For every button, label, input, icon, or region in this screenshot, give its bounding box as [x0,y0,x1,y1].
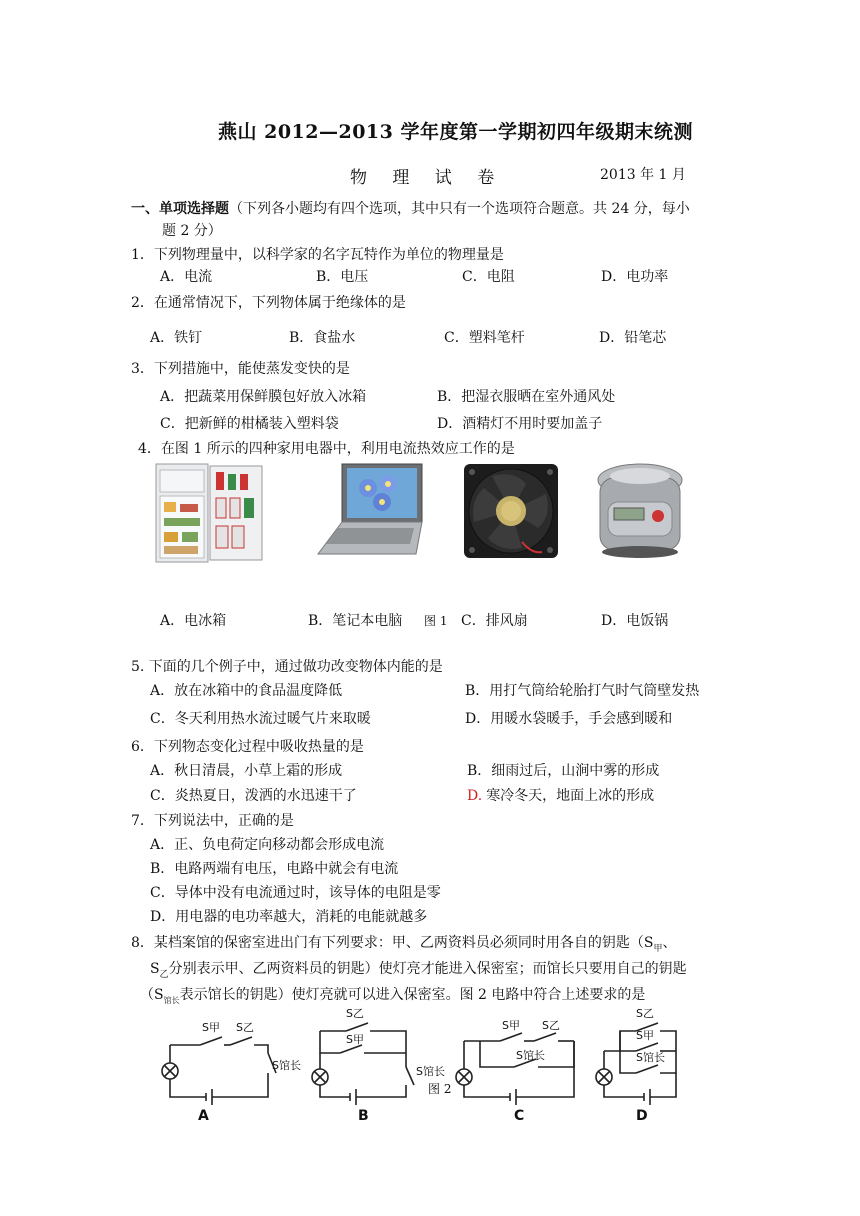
q5-option-a: A．放在冰箱中的食品温度降低 [150,683,343,699]
q7-stem: 7．下列说法中，正确的是 [131,813,294,829]
q3-option-a: A．把蔬菜用保鲜膜包好放入冰箱 [160,389,367,405]
q6-option-d [467,785,654,805]
q3-option-d: D．酒精灯不用时要加盖子 [437,416,603,432]
svg-text:S乙: S乙 [346,1007,364,1020]
laptop-image [316,462,426,562]
q8-stem-text2: 分别表示甲、乙两资料员的钥匙）使灯亮才能进入保密室；而馆长只要用自己的钥匙 [168,961,687,977]
q8-s-letter: S [150,961,160,977]
svg-text:S甲: S甲 [636,1029,654,1042]
exam-subtitle: 物 理 试 卷 [350,168,505,188]
q6-option-a: A．秋日清晨，小草上霜的形成 [150,763,343,779]
q5-stem: 5. 下面的几个例子中，通过做功改变物体内能的是 [131,659,443,675]
q6-stem: 6．下列物态变化过程中吸收热量的是 [131,739,364,755]
q7-option-b: B．电路两端有电压，电路中就会有电流 [150,861,399,877]
figure-1-label: 图 1 [424,614,448,628]
q5-option-c: C．冬天利用热水流过暖气片来取暖 [150,711,371,727]
figure-2-label: 图 2 [428,1082,452,1096]
exam-date: 2013 年 1 月 [600,167,686,183]
q6-option-d-text: 寒冷冬天，地面上冰的形成 [486,788,655,804]
q7-option-c: C．导体中没有电流通过时，该导体的电阻是零 [150,885,441,901]
q5-option-d: D．用暖水袋暖手，手会感到暖和 [465,711,673,727]
q4-stem: 4．在图 1 所示的四种家用电器中，利用电流热效应工作的是 [138,441,515,457]
q2-stem: 2．在通常情况下，下列物体属于绝缘体的是 [131,295,406,311]
svg-text:S甲: S甲 [346,1033,364,1046]
q8-stem-text3: 表示馆长的钥匙）使灯亮就可以进入保密室。图 2 电路中符合上述要求的是 [179,987,646,1003]
svg-text:S乙: S乙 [636,1007,654,1020]
q7-option-d: D．用电器的电功率越大，消耗的电能就越多 [150,909,428,925]
q8-s-letter2: （S [140,987,164,1003]
q3-stem: 3．下列措施中，能使蒸发变快的是 [131,361,350,377]
q2-option-c: C．塑料笔杆 [444,330,525,346]
q6-option-c: C．炎热夏日，泼洒的水迅速干了 [150,788,357,804]
q8-stem-text1: 8．某档案馆的保密室进出门有下列要求：甲、乙两资料员必须同时用各自的钥匙（S [131,935,654,951]
q1-option-c: C．电阻 [462,269,515,285]
svg-text:S甲: S甲 [202,1021,220,1034]
exam-title: 燕山 2012—2013 学年度第一学期初四年级期末统测 [218,121,693,143]
circuit-c-label: C [514,1108,525,1124]
q1-stem: 1．下列物理量中，以科学家的名字瓦特作为单位的物理量是 [131,247,504,263]
svg-text:S馆长: S馆长 [272,1059,301,1072]
q8-stem-line2 [150,958,687,980]
q8-stem-line3 [140,984,645,1006]
section-desc: （下列各小题均有四个选项，其中只有一个选项符合题意。共 24 分，每小 [229,201,690,217]
circuit-a [162,1037,276,1105]
q1-option-b: B．电压 [316,269,369,285]
svg-text:S甲: S甲 [502,1019,520,1032]
q6-option-b: B．细雨过后，山涧中雾的形成 [467,763,660,779]
q3-option-b: B．把湿衣服晒在室外通风处 [437,389,616,405]
svg-text:S馆长: S馆长 [516,1049,545,1062]
section-desc-cont: 题 2 分） [162,223,222,239]
q8-sub-guanzhang: 馆长 [163,995,180,1005]
q4-option-b: B．笔记本电脑 [308,613,403,629]
exhaust-fan-image [462,462,562,562]
svg-text:S馆长: S馆长 [636,1051,665,1064]
q8-sub-yi: 乙 [159,969,169,980]
refrigerator-image [150,462,268,566]
q8-sub-jia: 甲 [653,943,663,954]
rice-cooker-image [594,458,686,562]
circuit-b-label: B [358,1108,369,1124]
circuit-a-label: A [198,1108,209,1124]
svg-text:S乙: S乙 [542,1019,560,1032]
q5-option-b: B．用打气筒给轮胎打气时气筒壁发热 [465,683,700,699]
q4-option-d: D．电饭锅 [601,613,669,629]
figure-2-circuits [150,1005,700,1130]
svg-text:S乙: S乙 [236,1021,254,1034]
q4-option-a: A．电冰箱 [160,613,227,629]
q3-option-c: C．把新鲜的柑橘装入塑料袋 [160,416,339,432]
q2-option-a: A．铁钉 [150,330,203,346]
q6-option-d-letter: D. [467,788,483,804]
svg-text:S馆长: S馆长 [416,1065,445,1078]
q1-option-d: D．电功率 [601,269,669,285]
q1-option-a: A．电流 [160,269,213,285]
circuit-c [456,1033,574,1105]
q8-stem-end1: 、 [662,935,677,951]
q8-stem-line1 [131,932,677,954]
q2-option-d: D．铅笔芯 [599,330,667,346]
q4-option-c: C．排风扇 [461,613,528,629]
q7-option-a: A．正、负电荷定向移动都会形成电流 [150,837,385,853]
section-heading: 一、单项选择题 [131,201,229,217]
section-heading-line [131,198,690,218]
circuit-d-label: D [636,1108,648,1124]
q2-option-b: B．食盐水 [289,330,356,346]
